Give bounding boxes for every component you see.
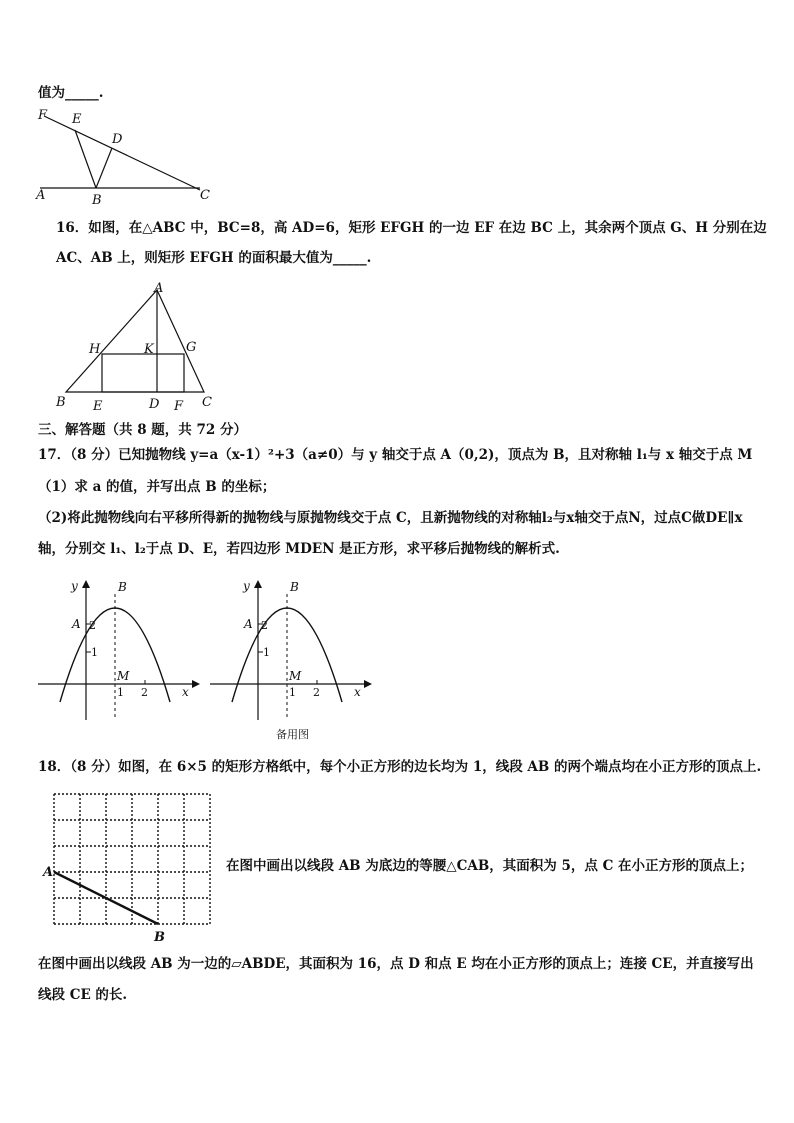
- q17-part1: （1）求 a 的值，并写出点 B 的坐标；: [38, 479, 276, 495]
- label-C: C: [200, 188, 210, 203]
- label-A: A: [72, 617, 81, 631]
- label-A: A: [154, 281, 164, 296]
- label-H: H: [89, 342, 101, 357]
- q17-part2-line1: （2)将此抛物线向右平移所得新的抛物线与原抛物线交于点 C，且新抛物线的对称轴l₂与x轴交于点N，过点C做DE∥x: [38, 510, 743, 526]
- q16-text-line1: 16．如图，在△ABC 中，BC=8，高 AD=6，矩形 EFGH 的一边 EF 在边 BC 上，其余两个顶点 G、H 分别在边: [56, 220, 767, 236]
- spare-graph-caption: 备用图: [276, 728, 309, 741]
- label-D: D: [112, 132, 123, 147]
- section-heading: 三、解答题（共 8 题，共 72 分）: [38, 422, 247, 438]
- label-F: F: [174, 399, 184, 414]
- axis-x-label: x: [182, 685, 189, 699]
- q18-task2-line2: 线段 CE 的长.: [38, 987, 128, 1003]
- label-A: A: [244, 617, 253, 631]
- axis-y-label: y: [71, 579, 78, 593]
- label-D: D: [149, 397, 160, 412]
- label-B: B: [56, 395, 66, 410]
- tick-y-1: 1: [263, 646, 270, 659]
- axis-y-label: y: [243, 579, 250, 593]
- label-A: A: [36, 188, 46, 203]
- label-B: B: [118, 580, 127, 594]
- tick-x-1: 1: [289, 686, 296, 699]
- q17-part2-line2: 轴，分别交 l₁、l₂于点 D、E，若四边形 MDEN 是正方形，求平移后抛物线的解析式.: [38, 541, 560, 557]
- label-A: A: [43, 865, 54, 880]
- label-G: G: [186, 340, 197, 355]
- label-M: M: [117, 669, 130, 683]
- q18-task2-line1: 在图中画出以线段 AB 为一边的▱ABDE，其面积为 16，点 D 和点 E 均在小正方形的顶点上；连接 CE，并直接写出: [38, 956, 754, 972]
- tick-y-2: 2: [89, 619, 96, 632]
- axis-x-label: x: [354, 685, 361, 699]
- tick-x-2: 2: [313, 686, 320, 699]
- label-B: B: [154, 930, 165, 945]
- label-C: C: [202, 395, 212, 410]
- label-B: B: [92, 193, 102, 204]
- label-E: E: [93, 399, 103, 414]
- q18-text-line1: 18．（8 分）如图，在 6×5 的矩形方格纸中，每个小正方形的边长均为 1，线段 AB 的两个端点均在小正方形的顶点上.: [38, 759, 762, 775]
- figure-q17-spare-graph: [206, 574, 376, 744]
- label-M: M: [289, 669, 302, 683]
- figure-q18-grid: [40, 788, 220, 948]
- figure-q15: [30, 104, 220, 204]
- tick-x-2: 2: [141, 686, 148, 699]
- q17-text-line1: 17．（8 分）已知抛物线 y=a（x-1）²+3（a≠0）与 y 轴交于点 A（0,2)，顶点为 B，且对称轴 l₁与 x 轴交于点 M: [38, 447, 753, 463]
- q15-answer-line: 值为_____.: [38, 85, 104, 101]
- q16-text-line2: AC、AB 上，则矩形 EFGH 的面积最大值为_____.: [56, 250, 372, 266]
- tick-y-2: 2: [261, 619, 268, 632]
- figure-q17-graph: [34, 574, 204, 724]
- label-B: B: [290, 580, 299, 594]
- label-E: E: [72, 112, 82, 127]
- label-F: F: [38, 108, 48, 123]
- figure-q16: [52, 280, 222, 415]
- tick-y-1: 1: [91, 646, 98, 659]
- tick-x-1: 1: [117, 686, 124, 699]
- label-K: K: [144, 342, 154, 357]
- q18-task1: 在图中画出以线段 AB 为底边的等腰△CAB，其面积为 5，点 C 在小正方形的顶点上；: [226, 858, 754, 874]
